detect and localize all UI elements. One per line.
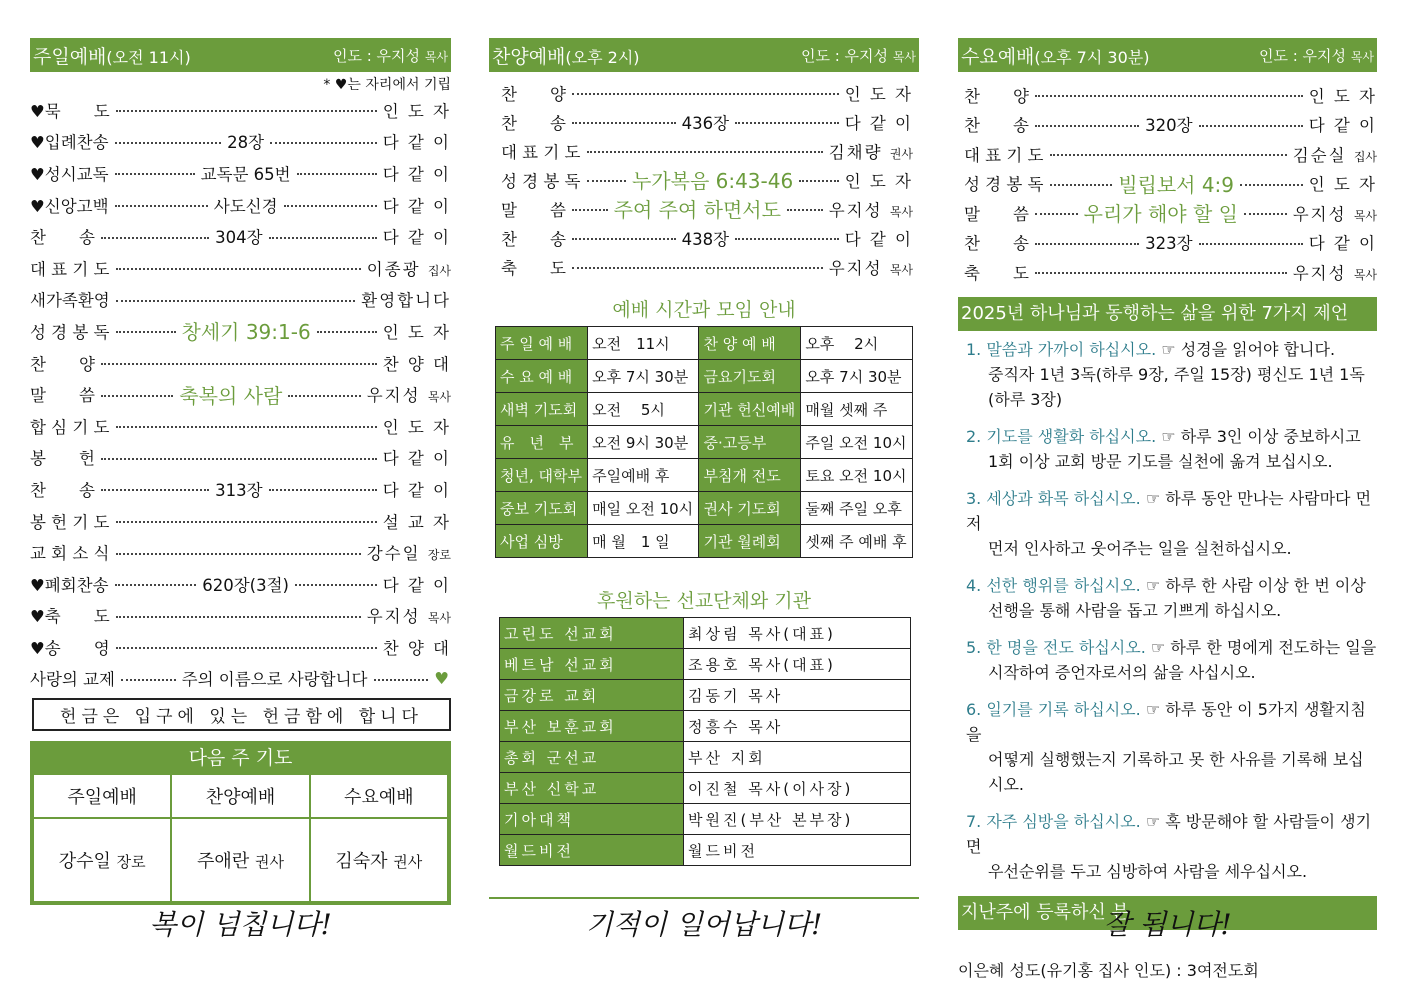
order-row xyxy=(30,94,451,126)
mission-contact: 정흥수 목사 xyxy=(684,711,911,742)
order-value: 주의 이름으로 사랑합니다 xyxy=(181,670,368,690)
order-label: 찬 송 xyxy=(964,234,1029,254)
order-label: 합 심 기 도 xyxy=(30,417,110,437)
mission-row xyxy=(500,680,911,711)
schedule-label: 중·고등부 xyxy=(699,426,801,459)
praise-header: 찬양예배(오후 2시) 인도 : 우지성 목사 xyxy=(489,38,919,72)
schedule-label: 새벽 기도회 xyxy=(496,393,588,426)
order-value: 창세기 39:1-6 xyxy=(181,320,311,345)
prayer-name: 주애란 권사 xyxy=(171,818,309,902)
order-person: 환영합니다 xyxy=(361,291,451,311)
praise-title: 찬양예배 xyxy=(492,45,566,68)
wednesday-title: 수요예배 xyxy=(961,45,1035,68)
order-person: 찬 양 대 xyxy=(382,354,451,374)
order-person: 인 도 자 xyxy=(844,84,913,104)
order-value: 304장 xyxy=(215,228,263,248)
order-label: 교 회 소 식 xyxy=(30,544,110,564)
schedule-time: 오후 7시 30분 xyxy=(588,360,699,393)
mission-contact: 부산 지회 xyxy=(684,742,911,773)
order-person: 다 같 이 xyxy=(382,164,451,184)
order-person: ♥ xyxy=(434,668,451,688)
mission-row xyxy=(500,649,911,680)
schedule-table xyxy=(495,326,913,558)
schedule-time: 오전 9시 30분 xyxy=(588,426,699,459)
order-person: 다 같 이 xyxy=(382,196,451,216)
schedule-time: 오후 7시 30분 xyxy=(801,360,913,393)
schedule-label: 권사 기도회 xyxy=(699,492,801,525)
order-person: 우지성 xyxy=(366,607,421,627)
order-row xyxy=(30,568,451,600)
order-label: ♥축 도 xyxy=(30,607,110,627)
mission-org: 총회 군선교 xyxy=(500,742,684,773)
order-label: 축 도 xyxy=(964,263,1029,283)
proposal-item: 3. 세상과 화목 하십시오. ☞ 하루 동안 만나는 사람마다 먼저 먼저 인사하고 웃어주는 일을 실천하십시오. xyxy=(966,488,1372,558)
order-person: 인 도 자 xyxy=(382,101,451,121)
order-row xyxy=(501,78,913,107)
schedule-row xyxy=(496,459,913,492)
order-row xyxy=(30,220,451,252)
order-label: 대 표 기 도 xyxy=(964,145,1044,165)
proposal-item: 2. 기도를 생활화 하십시오. ☞ 하루 3인 이상 중보하시고 1회 이상 교회 방문 기도를 실천에 옮겨 보십시오. xyxy=(966,426,1361,471)
registration-title: 지난주에 등록하신 분 xyxy=(958,896,1377,930)
proposal-item: 5. 한 명을 전도 하십시오. ☞ 하루 한 명에게 전도하는 일을 시작하여 증언자로서의 삶을 사십시오. xyxy=(966,637,1377,682)
wednesday-order-list xyxy=(958,80,1377,287)
order-label: 찬 양 xyxy=(964,86,1029,106)
mission-row xyxy=(500,804,911,835)
order-value: 438장 xyxy=(681,229,730,249)
order-person: 우지성 xyxy=(828,258,883,278)
footer-success: 잘 됩니다! xyxy=(1103,908,1232,941)
next-week-prayer xyxy=(30,741,451,905)
order-label: ♥신앙고백 xyxy=(30,196,109,216)
order-person: 다 같 이 xyxy=(382,575,451,595)
offering-notice: 헌금은 입구에 있는 헌금함에 합니다 xyxy=(32,698,451,731)
order-person: 인 도 자 xyxy=(844,171,913,191)
mission-row xyxy=(500,711,911,742)
divider xyxy=(958,897,1377,899)
order-label: 찬 양 xyxy=(501,84,566,104)
order-person: 설 교 자 xyxy=(382,512,451,532)
wednesday-header: 수요예배(오후 7시 30분) 인도 : 우지성 목사 xyxy=(958,38,1377,72)
order-value: 사도신경 xyxy=(213,196,278,216)
mission-org: 월드비전 xyxy=(500,835,684,866)
schedule-label: 부침개 전도 xyxy=(699,459,801,492)
order-person: 우지성 xyxy=(828,200,883,220)
schedule-row xyxy=(496,426,913,459)
order-label: 찬 송 xyxy=(501,113,566,133)
mission-row xyxy=(500,773,911,804)
prayer-head: 수요예배 xyxy=(310,774,448,818)
proposal-title: 2025년 하나님과 동행하는 삶을 위한 7가지 제언 xyxy=(958,297,1377,331)
schedule-label: 찬 양 예 배 xyxy=(699,327,801,360)
mission-row xyxy=(500,835,911,866)
order-label: ♥묵 도 xyxy=(30,101,110,121)
prayer-name: 김숙자 권사 xyxy=(310,818,448,902)
order-label: 봉 헌 기 도 xyxy=(30,512,110,532)
order-row xyxy=(964,169,1377,199)
order-row: 말 씀 주여 주여 하면서도 우지성 목사 xyxy=(501,194,913,223)
proposal-item: 6. 일기를 기록 하십시오. ☞ 하루 동안 이 5가지 생활지침을 어떻게 실행했는지 기록하고 못 한 사유를 기록해 보십시오. xyxy=(966,699,1366,794)
order-row: 축 도 우지성 목사 xyxy=(501,252,913,281)
sunday-title: 주일예배 xyxy=(33,45,107,68)
order-label: 사랑의 교제 xyxy=(30,670,115,690)
order-value: 28장 xyxy=(227,133,265,153)
order-row xyxy=(30,315,451,347)
order-person: 다 같 이 xyxy=(1308,116,1377,136)
order-row xyxy=(30,505,451,537)
order-row xyxy=(30,189,451,221)
praise-order-list xyxy=(489,78,919,281)
prayer-head: 찬양예배 xyxy=(171,774,309,818)
order-person: 다 같 이 xyxy=(844,229,913,249)
order-label: ♥송 영 xyxy=(30,638,110,658)
schedule-time: 오후 2시 xyxy=(801,327,913,360)
order-label: 성 경 봉 독 xyxy=(501,171,581,191)
order-label: 성 경 봉 독 xyxy=(964,175,1044,195)
divider xyxy=(489,897,919,899)
order-row xyxy=(30,284,451,316)
schedule-label: 주 일 예 배 xyxy=(496,327,588,360)
schedule-time: 주일예배 후 xyxy=(588,459,699,492)
order-person: 강수일 xyxy=(366,544,421,564)
order-value: 누가복음 6:43-46 xyxy=(631,169,794,193)
schedule-label: 수 요 예 배 xyxy=(496,360,588,393)
schedule-label: 기관 월례회 xyxy=(699,525,801,558)
schedule-title: 예배 시간과 모임 안내 xyxy=(612,299,796,321)
order-label: 말 씀 xyxy=(964,204,1029,224)
order-value: 620장(3절) xyxy=(202,575,289,595)
schedule-row xyxy=(496,327,913,360)
mission-contact: 최상림 목사(대표) xyxy=(684,618,911,649)
schedule-label: 유 년 부 xyxy=(496,426,588,459)
order-value: 빌립보서 4:9 xyxy=(1118,172,1235,197)
order-label: ♥입례찬송 xyxy=(30,133,109,153)
sunday-leader: 인도 : 우지성 xyxy=(332,46,421,65)
order-value: 320장 xyxy=(1145,116,1193,136)
mission-org: 고린도 선교회 xyxy=(500,618,684,649)
order-label: 말 씀 xyxy=(501,200,566,220)
order-value: 313장 xyxy=(215,480,263,500)
order-row: 교 회 소 식 강수일 장로 xyxy=(30,536,451,568)
mission-row xyxy=(500,618,911,649)
schedule-time: 오전 11시 xyxy=(588,327,699,360)
order-person: 다 같 이 xyxy=(844,113,913,133)
mission-title: 후원하는 선교단체와 기관 xyxy=(597,590,811,612)
sunday-header: 주일예배(오전 11시) 인도 : 우지성 목사 xyxy=(30,38,451,72)
schedule-time: 토요 오전 10시 xyxy=(801,459,913,492)
order-person: 인 도 자 xyxy=(1308,86,1377,106)
order-row xyxy=(30,126,451,158)
proposal-item: 7. 자주 심방을 하십시오. ☞ 혹 방문해야 할 사람들이 생기면 우선순위를 두고 심방하여 사람을 세우십시오. xyxy=(966,811,1372,881)
mission-org: 금강로 교회 xyxy=(500,680,684,711)
schedule-label: 청년, 대학부 xyxy=(496,459,588,492)
order-row: 말 씀 축복의 사람 우지성 목사 xyxy=(30,378,451,410)
schedule-label: 중보 기도회 xyxy=(496,492,588,525)
order-row: 대 표 기 도 김순실 집사 xyxy=(964,139,1377,169)
mission-contact: 조용호 목사(대표) xyxy=(684,649,911,680)
order-value: 323장 xyxy=(1145,234,1193,254)
mission-table xyxy=(499,617,911,866)
mission-row xyxy=(500,742,911,773)
mission-contact: 박원진(부산 본부장) xyxy=(684,804,911,835)
schedule-row xyxy=(496,393,913,426)
order-person: 인 도 자 xyxy=(382,417,451,437)
order-label: 새가족환영 xyxy=(30,291,110,311)
praise-worship-panel xyxy=(489,38,919,866)
schedule-label: 기관 헌신예배 xyxy=(699,393,801,426)
order-row: ♥축 도 우지성 목사 xyxy=(30,600,451,632)
order-person: 우지성 xyxy=(1292,263,1347,283)
order-label: 찬 송 xyxy=(501,229,566,249)
order-row xyxy=(501,223,913,252)
order-row xyxy=(30,631,451,663)
order-value: 436장 xyxy=(681,113,730,133)
order-row xyxy=(964,228,1377,258)
order-row xyxy=(30,663,451,695)
mission-org: 부산 보훈교회 xyxy=(500,711,684,742)
schedule-label: 금요기도회 xyxy=(699,360,801,393)
order-row: 대 표 기 도 김채량 권사 xyxy=(501,136,913,165)
prayer-head: 주일예배 xyxy=(33,774,171,818)
order-label: 말 씀 xyxy=(30,386,95,406)
order-person: 인 도 자 xyxy=(1308,175,1377,195)
order-row: 말 씀 우리가 해야 할 일 우지성 목사 xyxy=(964,198,1377,228)
order-person: 다 같 이 xyxy=(382,480,451,500)
order-label: 찬 송 xyxy=(30,228,95,248)
proposal-item: 1. 말씀과 가까이 하십시오. ☞ 성경을 읽어야 합니다. 중직자 1년 3독(하루 9장, 주일 15장) 평신도 1년 1독(하루 3장) xyxy=(966,339,1365,409)
schedule-time: 매일 오전 10시 xyxy=(588,492,699,525)
order-row xyxy=(30,347,451,379)
schedule-row xyxy=(496,525,913,558)
order-label: ♥폐회찬송 xyxy=(30,575,109,595)
schedule-row xyxy=(496,360,913,393)
schedule-time: 셋째 주 예배 후 xyxy=(801,525,913,558)
mission-org: 기아대책 xyxy=(500,804,684,835)
order-row: 축 도 우지성 목사 xyxy=(964,257,1377,287)
mission-contact: 월드비전 xyxy=(684,835,911,866)
schedule-label: 사업 심방 xyxy=(496,525,588,558)
order-value: 우리가 해야 할 일 xyxy=(1083,202,1238,227)
order-value: 교독문 65번 xyxy=(200,164,291,184)
order-person: 찬 양 대 xyxy=(382,638,451,658)
order-person: 다 같 이 xyxy=(382,133,451,153)
registration-text: 이은혜 성도(유기홍 집사 인도) : 3여전도회 xyxy=(958,960,1259,980)
order-label: 찬 양 xyxy=(30,354,95,374)
proposal-list xyxy=(958,337,1377,884)
schedule-time: 매월 셋째 주 xyxy=(801,393,913,426)
schedule-time: 주일 오전 10시 xyxy=(801,426,913,459)
order-person: 다 같 이 xyxy=(1308,234,1377,254)
mission-contact: 이진철 목사(이사장) xyxy=(684,773,911,804)
order-row xyxy=(964,80,1377,110)
order-label: 대 표 기 도 xyxy=(501,142,581,162)
order-person: 우지성 xyxy=(366,386,421,406)
order-label: 축 도 xyxy=(501,258,566,278)
schedule-row xyxy=(496,492,913,525)
order-person: 인 도 자 xyxy=(382,322,451,342)
standing-note: * ♥는 자리에서 기립 xyxy=(323,77,451,93)
footer-miracle: 기적이 일어납니다! xyxy=(585,908,823,941)
prayer-name: 강수일 장로 xyxy=(33,818,171,902)
order-label: 봉 헌 xyxy=(30,449,95,469)
order-label: ♥성시교독 xyxy=(30,164,109,184)
order-row xyxy=(30,473,451,505)
schedule-time: 둘째 주일 오후 xyxy=(801,492,913,525)
order-value: 주여 주여 하면서도 xyxy=(613,198,781,222)
prayer-title: 다음 주 기도 xyxy=(32,743,449,773)
mission-org: 부산 신학교 xyxy=(500,773,684,804)
proposal-item: 4. 선한 행위를 하십시오. ☞ 하루 한 사람 이상 한 번 이상 선행을 통해 사람을 돕고 기쁘게 하십시오. xyxy=(966,575,1366,620)
footer-blessing: 복이 넘칩니다! xyxy=(149,908,332,941)
order-row xyxy=(501,107,913,136)
order-row: 대 표 기 도 이종광 집사 xyxy=(30,252,451,284)
mission-org: 베트남 선교회 xyxy=(500,649,684,680)
wednesday-worship-panel xyxy=(958,38,1377,981)
order-value: 축복의 사람 xyxy=(179,383,283,408)
schedule-time: 매 월 1 일 xyxy=(588,525,699,558)
sunday-worship-panel xyxy=(30,38,451,905)
order-label: 찬 송 xyxy=(964,116,1029,136)
order-person: 김순실 xyxy=(1292,145,1347,165)
mission-contact: 김동기 목사 xyxy=(684,680,911,711)
order-row xyxy=(30,410,451,442)
order-label: 성 경 봉 독 xyxy=(30,322,110,342)
order-row xyxy=(30,157,451,189)
order-label: 대 표 기 도 xyxy=(30,259,110,279)
order-person: 다 같 이 xyxy=(382,228,451,248)
order-person: 이종광 xyxy=(366,259,421,279)
sunday-order-list xyxy=(30,94,451,694)
order-person: 우지성 xyxy=(1292,204,1347,224)
order-row xyxy=(964,110,1377,140)
order-person: 다 같 이 xyxy=(382,449,451,469)
order-row xyxy=(501,165,913,194)
order-person: 김채량 xyxy=(828,142,883,162)
order-label: 찬 송 xyxy=(30,480,95,500)
order-row xyxy=(30,442,451,474)
schedule-time: 오전 5시 xyxy=(588,393,699,426)
